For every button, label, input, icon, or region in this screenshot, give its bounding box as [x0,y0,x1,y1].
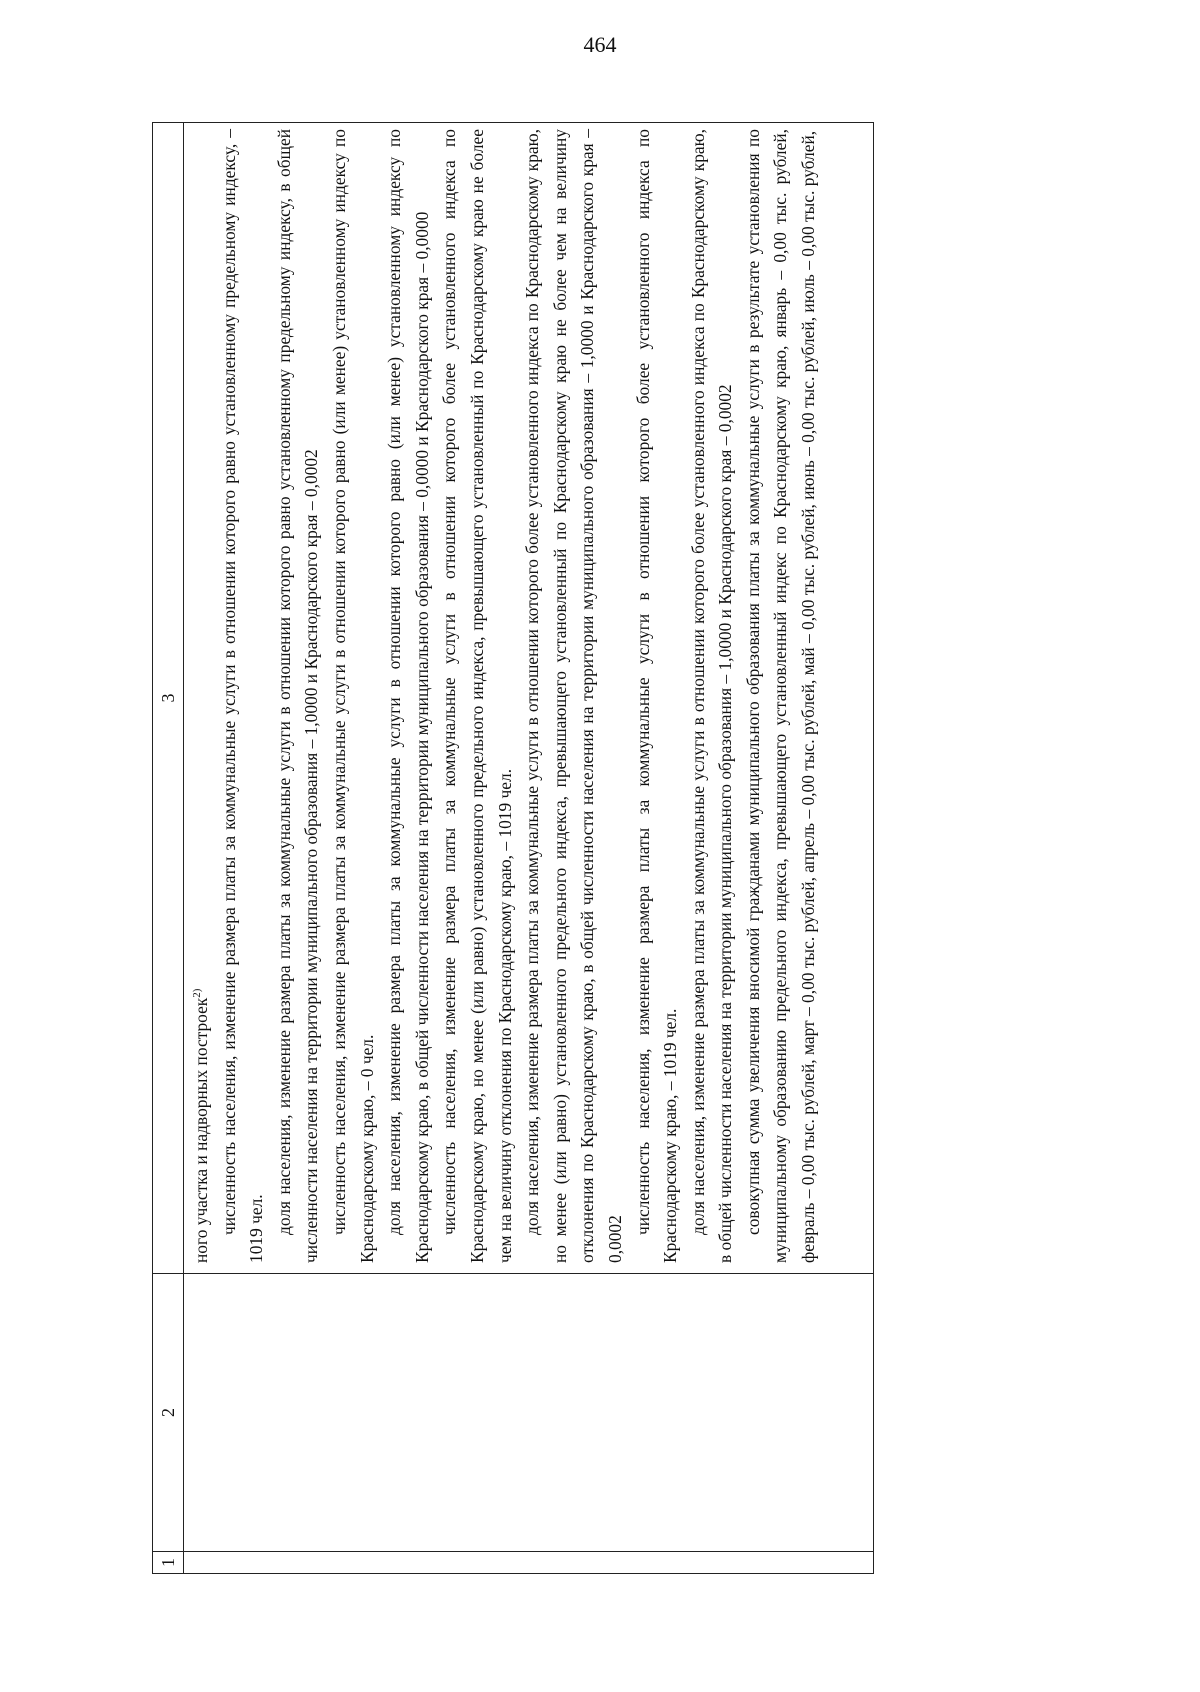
footnote-marker: 2) [191,988,204,998]
paragraph: совокупная сумма увеличения вносимой гражданами муниципального образования платы за коммунальные услуги в результате установления по муниципальному образованию предельного индекса, превышающего установленный индекс по Краснодарскому краю, январь – 0,00 тыс. рублей, февраль – 0,00 тыс. рублей, март – 0,00 тыс. рублей, апрель – 0,00 тыс. рублей, май – 0,00 тыс. рублей, июнь – 0,00 тыс. рублей, июль – 0,00 тыс. рублей, [742,129,819,1263]
paragraph: численность населения, изменение размера платы за коммунальные услуги в отношении которого более установленного индекса по Краснодарскому краю, но менее (или равно) установленного предельного индекса, превышающего установленный по Краснодарскому краю не более чем на величину отклонения по Краснодарскому краю, – 1019 чел. [439,129,515,1263]
page-number: 464 [583,32,617,57]
column-header-1: 1 [153,1552,184,1574]
paragraph: доля населения, изменение размера платы за коммунальные услуги в отношении которого более установленного индекса по Краснодарскому краю, в общей численности населения на территории муниципального образования – 1,0000 и Краснодарского края – 0,0002 [687,129,736,1263]
column-header-2: 2 [153,1274,184,1552]
table-cell-col3 [184,123,874,1274]
paragraph: численность населения, изменение размера платы за коммунальные услуги в отношении которого равно (или менее) установленному индексу по Краснодарскому краю, – 0 чел. [328,129,377,1263]
paragraph: доля населения, изменение размера платы за коммунальные услуги в отношении которого равно установленному предельному индексу, в общей численности населения на территории муниципального образования – 1,0000 и Краснодарского края – 0,0002 [273,129,322,1263]
paragraph: доля населения, изменение размера платы за коммунальные услуги в отношении которого равно (или менее) установленному индексу по Краснодарскому краю, в общей численности населения на территории муниципального образования – 0,0000 и Краснодарского края – 0,0000 [384,129,432,1263]
first-line-text: ного участка и надворных построек [191,997,211,1263]
table-cell-col2 [184,1274,874,1552]
paragraph: доля населения, изменение размера платы за коммунальные услуги в отношении которого более установленного индекса по Краснодарскому краю, но менее (или равно) установленного предельного индекса, превышающего установленный по Краснодарскому краю не более чем на величину отклонения по Краснодарскому краю, в общей численности населения на территории муниципального образования – 1,0000 и Краснодарского края – 0,0002 [522,129,625,1263]
paragraph: численность населения, изменение размера платы за коммунальные услуги в отношении которого равно установленному предельному индексу, – 1019 чел. [218,129,267,1263]
rotated-table-container [152,122,874,1574]
column-header-3: 3 [153,123,184,1274]
table-cell-col1 [184,1552,874,1574]
table-header-row [153,123,184,1574]
paragraph: численность населения, изменение размера платы за коммунальные услуги в отношении которого более установленного индекса по Краснодарскому краю, – 1019 чел. [632,129,681,1263]
table-row [184,123,874,1574]
data-table [152,122,874,1574]
first-line [188,129,216,1263]
